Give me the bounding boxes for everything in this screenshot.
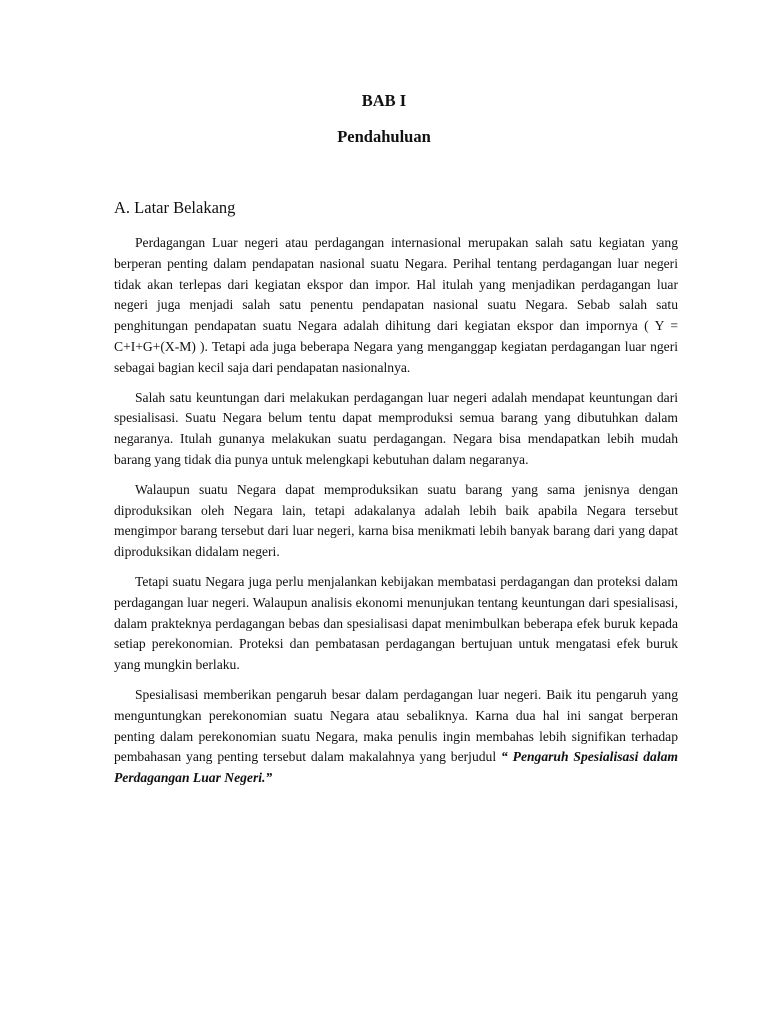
chapter-title: Pendahuluan: [337, 127, 431, 146]
paper-title-quote: “ Pengaruh Spesialisasi dalam Perdagangan Luar Negeri.”: [114, 749, 678, 786]
chapter-number: BAB I: [361, 91, 407, 110]
body-text: [114, 233, 678, 798]
paragraph-5: [114, 685, 678, 789]
section-heading: A. Latar Belakang: [114, 198, 236, 217]
paragraph-5-text: Spesialisasi memberikan pengaruh besar dalam perdagangan luar negeri. Baik itu pengaruh yang menguntungkan perekonomian suatu Negara atau sebaliknya. Karna dua hal ini sangat berperan penting dalam perekonomian suatu Negara, maka penulis ingin membahas lebih signifikan terhadap pembahasan yang penting tersebut dalam makalahnya yang berjudul: [114, 686, 678, 765]
paragraph-1: Perdagangan Luar negeri atau perdagangan internasional merupakan salah satu kegiatan yang berperan penting dalam pendapatan nasional suatu Negara. Perihal tentang perdagangan luar negeri tidak akan terlepas dari kegiatan ekspor dan impor. Hal itulah yang menjadikan perdagangan luar negeri juga menjadi salah satu penentu pendapatan nasional suatu Negara. Sebab salah satu penghitungan pendapatan suatu Negara adalah dihitung dari kegiatan ekspor dan impornya ( Y = C+I+G+(X-M) ). Tetapi ada juga beberapa Negara yang menganggap kegiatan perdagangan luar ngeri sebagai bagian kecil saja dari pendapatan nasionalnya.: [114, 235, 678, 375]
paragraph-2: Salah satu keuntungan dari melakukan perdagangan luar negeri adalah mendapat keuntungan dari spesialisasi. Suatu Negara belum tentu dapat memproduksi semua barang yang dibutuhkan dalam negaranya. Itulah gunanya melakukan suatu perdagangan. Negara bisa mendapatkan lebih mudah barang yang tidak dia punya untuk melengkapi kebutuhan dalam negaranya.: [114, 389, 678, 467]
paragraph-3: Walaupun suatu Negara dapat memproduksikan suatu barang yang sama jenisnya dengan diproduksikan oleh Negara lain, tetapi adakalanya adalah lebih baik apabila Negara tersebut mengimpor barang tersebut dari luar negeri, karna bisa menikmati lebih banyak barang dari yang dapat diproduksikan didalam negeri.: [114, 481, 678, 560]
paragraph-4: Tetapi suatu Negara juga perlu menjalankan kebijakan membatasi perdagangan dan proteksi dalam perdagangan luar negeri. Walaupun analisis ekonomi menunjukan tentang keuntungan dari spesialisasi, dalam prakteknya perdagangan bebas dan spesialisasi dapat menimbulkan beberapa efek buruk kepada setiap perekonomian. Proteksi dan pembatasan perdagangan bertujuan untuk mengatasi efek buruk yang mungkin berlaku.: [114, 573, 678, 673]
